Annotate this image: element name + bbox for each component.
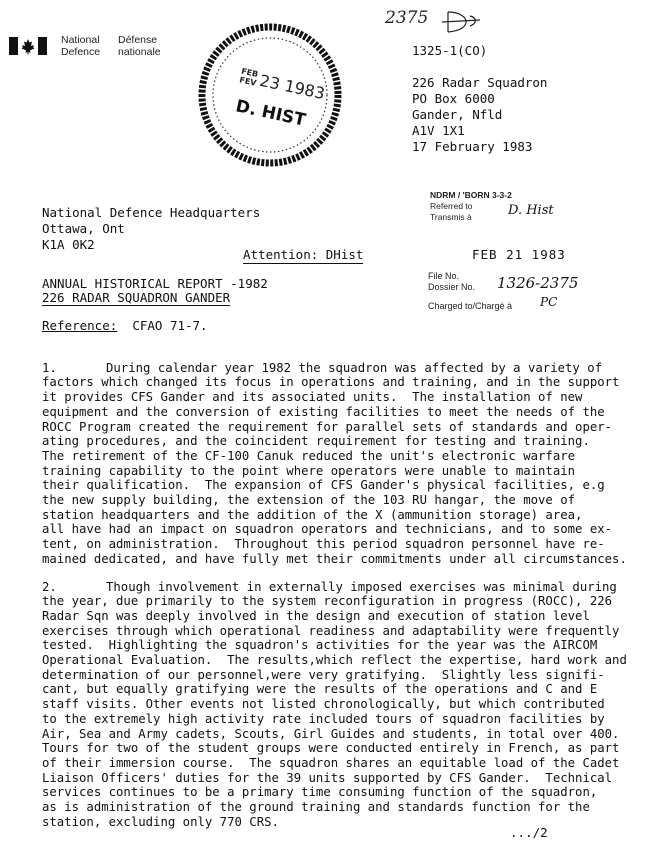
- registry-handwriting: D. Hist: [508, 203, 554, 218]
- registry-line-1: NDRM / 'BORN 3-3-2: [430, 190, 512, 200]
- address-line: Gander, Nfld: [412, 107, 503, 122]
- paragraph-line: Tours for two of the student groups were conducted entirely in French, as part: [42, 741, 620, 756]
- reference-value: CFAO 71-7.: [132, 318, 208, 333]
- dept-fr-line-2: nationale: [118, 46, 161, 58]
- file-reference: 1325-1(CO): [412, 43, 488, 58]
- charged-label: Charged to/Chargé à: [428, 301, 513, 311]
- registry-line-2: Referred to: [430, 201, 473, 211]
- svg-text:FEB: FEB: [240, 66, 259, 79]
- paragraph-line: the new supply building, the extension of the 103 RU hangar, the move of: [42, 493, 576, 508]
- subject-line-2: 226 RADAR SQUADRON GANDER: [42, 290, 231, 305]
- reference-label: Reference:: [42, 318, 118, 333]
- attention-text: Attention: DHist: [243, 247, 364, 262]
- recipient-address: [42, 205, 260, 253]
- paragraph-line: mained dedicated, and have fully met their commitments under all circumstances.: [42, 551, 627, 566]
- stamp-date: 23 1983: [257, 70, 327, 104]
- paragraph-line: equipment and the conversion of existing facilities to meet the needs of the: [42, 404, 605, 419]
- received-date: FEB 21 1983: [472, 247, 566, 262]
- page-continuation-marker: .../2: [510, 825, 548, 840]
- letter-body: [42, 346, 642, 843]
- paragraph-line: Though involvement in externally imposed exercises was minimal during: [106, 579, 617, 594]
- recipient-line: National Defence Headquarters: [42, 205, 261, 220]
- handwritten-initials: [440, 8, 500, 38]
- paragraph-line: Operational Evaluation. The results,which reflect the expertise, hard work and: [42, 653, 627, 668]
- paragraph-line: as is administration of the ground training and standards function for the: [42, 800, 590, 815]
- canada-flag-icon: [9, 37, 47, 55]
- paragraph-line: tent, on administration. Throughout this period squadron personnel have re-: [42, 537, 605, 552]
- recipient-line: Ottawa, Ont: [42, 221, 125, 236]
- subject-line-1: ANNUAL HISTORICAL REPORT -1982: [42, 276, 268, 291]
- subject-block: [42, 277, 268, 306]
- paragraph-line: the year, due primarily to the system reconfiguration in progress (ROCC), 226: [42, 594, 613, 609]
- handwritten-number: 2375: [385, 8, 429, 28]
- paragraph-line: to the extremely high activity rate included tours of squadron facilities by: [42, 711, 605, 726]
- address-line: 226 Radar Squadron: [412, 75, 548, 90]
- paragraph-line: Air, Sea and Army cadets, Scouts, Girl Guides and students, in total over 400.: [42, 726, 620, 741]
- paragraph-line: Radar Sqn was deeply involved in the design and execution of station level: [42, 608, 590, 623]
- paragraph-2: [42, 580, 642, 830]
- svg-text:FEV: FEV: [238, 75, 258, 88]
- paragraph-1: [42, 346, 642, 567]
- paragraph-line: The retirement of the CF-100 Canuk reduced the unit's electronic warfare: [42, 448, 576, 463]
- received-stamp: [197, 22, 343, 168]
- paragraph-number: 1.: [42, 360, 57, 375]
- attention-line: [243, 247, 363, 262]
- paragraph-line: of their immersion course. The squadron shares an equitable load of the Cadet: [42, 755, 620, 770]
- paragraph-line: exercises through which operational readiness and adaptability were frequently: [42, 623, 620, 638]
- paragraph-line: their qualification. The expansion of CFS Gander's physical facilities, e.g: [42, 478, 605, 493]
- dept-en-line-1: National: [61, 34, 100, 46]
- sender-address: [412, 75, 547, 139]
- address-line: A1V 1X1: [412, 123, 465, 138]
- file-label: File No.: [428, 271, 460, 281]
- paragraph-line: During calendar year 1982 the squadron was affected by a variety of: [106, 360, 603, 375]
- dossier-label: Dossier No.: [428, 282, 476, 292]
- paragraph-line: station headquarters and the addition of the X (ammunition storage) area,: [42, 507, 583, 522]
- recipient-line: K1A 0K2: [42, 237, 95, 252]
- paragraph-line: cant, but equally gratifying were the results of the operations and C and E: [42, 682, 598, 697]
- paragraph-line: ROCC Program created the requirement for parallel sets of standards and oper-: [42, 419, 613, 434]
- file-number: 1326-2375: [497, 274, 579, 292]
- paragraph-line: training capability to the point where operators were unable to maintain: [42, 463, 576, 478]
- paragraph-line: factors which changed its focus in operations and training, and in the support: [42, 375, 620, 390]
- paragraph-line: staff visits. Other events not listed chronologically, but which contributed: [42, 697, 605, 712]
- paragraph-line: it provides CFS Gander and its associated units. The installation of new: [42, 390, 583, 405]
- paragraph-line: all have had an impact on squadron operators and technicians, and to some ex-: [42, 522, 613, 537]
- paragraph-line: determination of our personnel,were very gratifying. Slightly less signifi-: [42, 667, 605, 682]
- paragraph-line: tested. Highlighting the squadron's activities for the year was the AIRCOM: [42, 638, 598, 653]
- address-line: PO Box 6000: [412, 91, 495, 106]
- paragraph-line: station, excluding only 770 CRS.: [42, 814, 279, 829]
- letter-date: 17 February 1983: [412, 139, 533, 154]
- paragraph-line: Liaison Officers' duties for the 39 units supported by CFS Gander. Technical: [42, 770, 613, 785]
- registry-stamp: [430, 190, 512, 223]
- paragraph-line: services continues to be a primary time consuming function of the squadron,: [42, 785, 598, 800]
- paragraph-line: ating procedures, and the coincident requirement for testing and training.: [42, 434, 590, 449]
- dept-fr-line-1: Défense: [118, 34, 158, 46]
- registry-line-3: Transmis à: [430, 212, 472, 222]
- stamp-office: D. HIST: [233, 96, 308, 131]
- charged-handwriting: PC: [540, 295, 558, 309]
- reference-line: [42, 318, 208, 333]
- dept-en-line-2: Defence: [61, 46, 101, 58]
- paragraph-number: 2.: [42, 579, 57, 594]
